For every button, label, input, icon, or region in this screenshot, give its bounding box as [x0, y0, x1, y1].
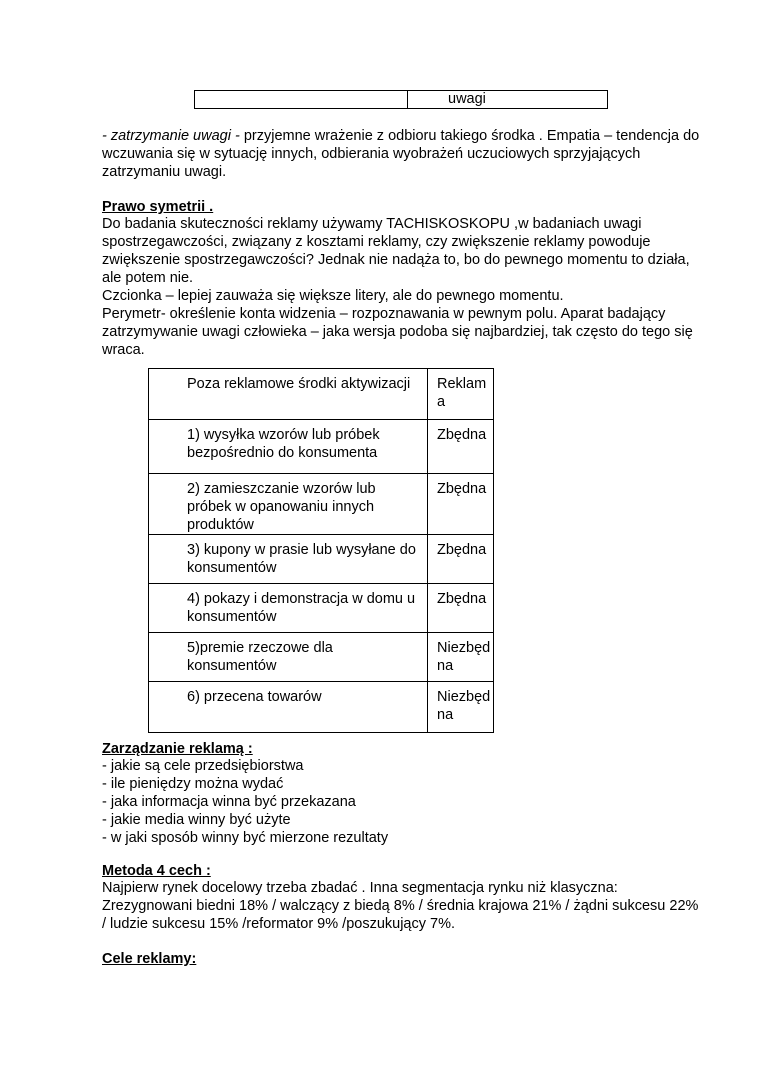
table-row — [195, 91, 608, 109]
table-row — [149, 633, 494, 682]
method-paragraph: Najpierw rynek docelowy trzeba zbadać . Inna segmentacja rynku niż klasyczna: Zrezygnowani biedni 18% / walczący z biedą 8% / średnia krajowa 21% / żądni sukcesu 22% / ludzie sukcesu 15% /reformator 9% /poszukujący 7%. — [102, 880, 699, 932]
symmetry-line: Perymetr- określenie konta widzenia – rozpoznawania w pewnym polu. Aparat badający zatrzymywanie uwagi człowieka – jaka wersja podoba się najbardziej, tak często do tego się wraca. — [102, 306, 693, 358]
symmetry-heading: Prawo symetrii . — [102, 199, 214, 215]
table-row — [149, 682, 494, 733]
list-item: - jakie media winny być użyte — [102, 812, 291, 828]
table-row — [149, 584, 494, 633]
table-cell-status: Niezbęd na — [428, 633, 494, 682]
top-partial-table — [194, 90, 608, 109]
management-heading: Zarządzanie reklamą : — [102, 741, 253, 757]
table-cell-status: Zbędna — [428, 474, 494, 535]
symmetry-paragraph — [102, 215, 702, 359]
table-cell-means: 1) wysyłka wzorów lub próbek bezpośrednio do konsumenta — [149, 420, 428, 474]
activation-means-table — [148, 368, 494, 733]
table-cell-means: 6) przecena towarów — [149, 682, 428, 733]
table-cell-means: 2) zamieszczanie wzorów lub próbek w opanowaniu innych produktów — [149, 474, 428, 535]
table-cell-status: Zbędna — [428, 584, 494, 633]
intro-italic-term: - zatrzymanie uwagi - — [102, 128, 240, 144]
list-item: - jakie są cele przedsiębiorstwa — [102, 758, 304, 774]
table-cell-means: 5)premie rzeczowe dla konsumentów — [149, 633, 428, 682]
table-row — [149, 535, 494, 584]
symmetry-line: Do badania skuteczności reklamy używamy TACHISKOSKOPU ,w badaniach uwagi spostrzegawczości, związany z kosztami reklamy, czy zwiększenie reklamy powoduje zwiększenie spostrzegawczości? Jednak nie nadąża to, bo do pewnego momentu to działa, ale potem nie. — [102, 216, 690, 286]
list-item: - jaka informacja winna być przekazana — [102, 794, 356, 810]
table-row — [149, 474, 494, 535]
table-cell-status: Zbędna — [428, 535, 494, 584]
list-item: - w jaki sposób winny być mierzone rezultaty — [102, 830, 389, 846]
symmetry-line: Czcionka – lepiej zauważa się większe litery, ale do pewnego momentu. — [102, 288, 564, 304]
method-heading: Metoda 4 cech : — [102, 863, 211, 879]
top-table-right-cell: uwagi — [408, 91, 608, 109]
table-cell-means: 4) pokazy i demonstracja w domu u konsumentów — [149, 584, 428, 633]
intro-paragraph — [102, 127, 702, 181]
list-item: - ile pieniędzy można wydać — [102, 776, 284, 792]
management-list — [102, 757, 388, 847]
table-cell-means: 3) kupony w prasie lub wysyłane do konsumentów — [149, 535, 428, 584]
top-table-left-cell — [195, 91, 408, 109]
table-header-col1: Poza reklamowe środki aktywizacji — [149, 369, 428, 420]
table-cell-status: Zbędna — [428, 420, 494, 474]
table-header-col2: Reklam a — [428, 369, 494, 420]
table-header-row — [149, 369, 494, 420]
table-cell-status: Niezbęd na — [428, 682, 494, 733]
table-row — [149, 420, 494, 474]
intro-text: przyjemne wrażenie z odbioru takiego środka . Empatia – tendencja do wczuwania się w sytuację innych, odbierania wyobrażeń uczuciowych sprzyjających zatrzymaniu uwagi. — [102, 128, 700, 180]
goals-heading: Cele reklamy: — [102, 951, 197, 967]
